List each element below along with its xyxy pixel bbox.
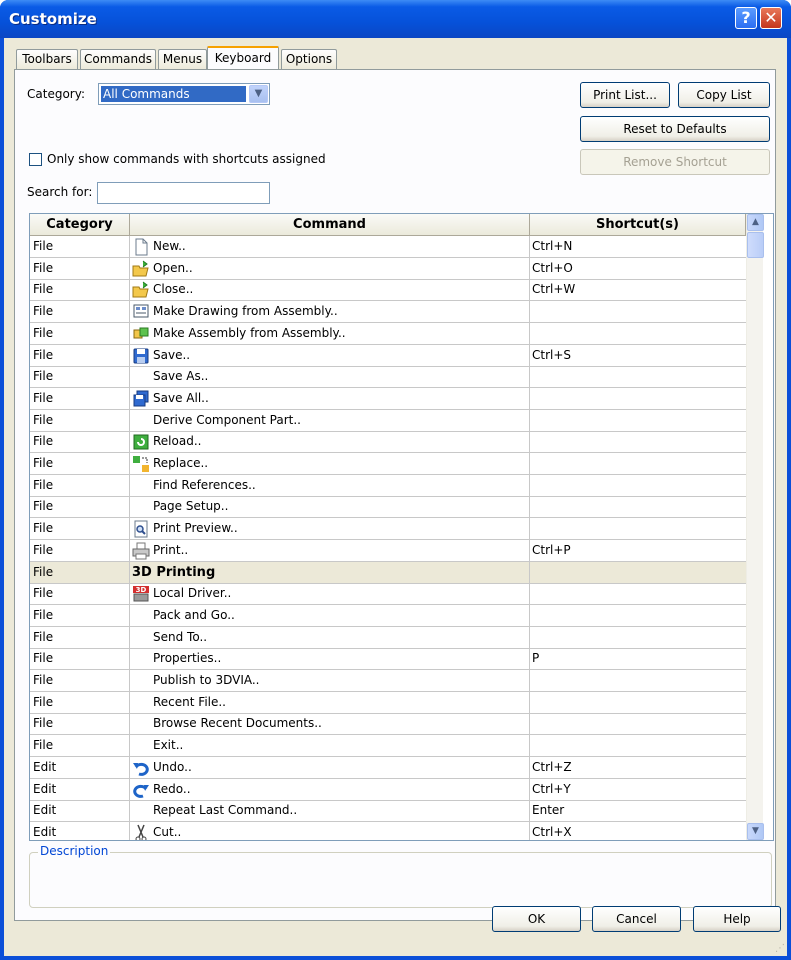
table-row[interactable] xyxy=(30,410,747,432)
cell-category: File xyxy=(30,496,130,517)
command-label: Redo.. xyxy=(153,781,191,796)
title-bar[interactable] xyxy=(0,0,791,38)
cell-category: File xyxy=(30,692,130,713)
command-label: New.. xyxy=(153,239,186,253)
cell-command xyxy=(130,735,530,756)
remove-shortcut-button[interactable]: Remove Shortcut xyxy=(580,149,770,175)
cell-category: File xyxy=(30,735,130,756)
grid-header xyxy=(30,214,760,236)
cell-command xyxy=(130,496,530,517)
command-label: Make Drawing from Assembly.. xyxy=(153,304,338,319)
cell-category: File xyxy=(30,388,130,409)
cell-shortcut[interactable] xyxy=(530,713,747,734)
table-row[interactable] xyxy=(30,518,747,540)
cell-shortcut[interactable]: Ctrl+S xyxy=(532,347,572,362)
cell-category: File xyxy=(30,345,130,366)
cell-category: File xyxy=(30,301,130,322)
cell-command xyxy=(130,562,530,583)
cell-shortcut[interactable] xyxy=(530,453,747,474)
reload-icon xyxy=(132,433,150,451)
scroll-down-icon[interactable]: ▼ xyxy=(747,823,764,840)
table-row[interactable] xyxy=(30,713,747,735)
table-row[interactable] xyxy=(30,279,747,301)
cell-shortcut[interactable]: Ctrl+Z xyxy=(532,759,572,774)
save-all-icon xyxy=(132,390,150,408)
save-icon xyxy=(132,347,150,365)
table-row[interactable] xyxy=(30,735,747,757)
cell-command xyxy=(130,388,530,409)
3d-printer-icon xyxy=(132,585,150,603)
command-label: Page Setup.. xyxy=(153,499,229,514)
column-header-command[interactable]: Command xyxy=(130,214,530,236)
cell-command xyxy=(130,800,530,821)
cell-command xyxy=(130,345,530,366)
cell-category: File xyxy=(30,562,130,583)
only-shortcuts-label[interactable]: Only show commands with shortcuts assigned xyxy=(47,152,326,166)
cell-command xyxy=(130,713,530,734)
column-header-shortcut[interactable]: Shortcut(s) xyxy=(530,214,746,236)
cell-command xyxy=(130,323,530,344)
table-row[interactable] xyxy=(30,301,747,323)
table-row[interactable] xyxy=(30,496,747,518)
cell-command xyxy=(130,822,530,841)
cell-category: File xyxy=(30,279,130,300)
command-label: Find References.. xyxy=(153,477,256,492)
command-label: Repeat Last Command.. xyxy=(153,803,298,818)
cell-category: File xyxy=(30,475,130,496)
command-label: Properties.. xyxy=(153,651,222,666)
cell-category: File xyxy=(30,323,130,344)
table-row[interactable] xyxy=(30,822,747,841)
cell-command xyxy=(130,627,530,648)
cell-shortcut[interactable] xyxy=(530,605,747,626)
table-row[interactable] xyxy=(30,258,747,280)
cell-command xyxy=(130,301,530,322)
table-row[interactable] xyxy=(30,345,747,367)
cell-category: File xyxy=(30,627,130,648)
cell-command xyxy=(130,757,530,778)
table-row[interactable] xyxy=(30,453,747,475)
command-label: Print Preview.. xyxy=(153,521,238,536)
table-row[interactable] xyxy=(30,800,747,822)
copy-list-button[interactable]: Copy List xyxy=(678,82,770,108)
cell-category: File xyxy=(30,540,130,561)
cell-shortcut[interactable]: Ctrl+P xyxy=(532,542,571,557)
scroll-up-icon[interactable]: ▲ xyxy=(747,214,764,231)
cell-category: File xyxy=(30,713,130,734)
command-label: Save As.. xyxy=(153,369,209,384)
cell-shortcut[interactable] xyxy=(530,562,747,583)
command-label: Close.. xyxy=(153,282,194,297)
cell-shortcut[interactable]: Ctrl+Y xyxy=(532,781,571,796)
cell-shortcut[interactable]: P xyxy=(532,651,540,666)
scroll-thumb[interactable] xyxy=(747,232,764,258)
table-row[interactable] xyxy=(30,431,747,453)
cell-category: File xyxy=(30,518,130,539)
cell-category: File xyxy=(30,670,130,691)
cell-category: File xyxy=(30,453,130,474)
command-label: Make Assembly from Assembly.. xyxy=(153,325,346,340)
vertical-scrollbar[interactable] xyxy=(746,214,763,840)
close-folder-icon xyxy=(132,281,150,299)
command-label: Browse Recent Documents.. xyxy=(153,716,322,731)
cell-category: File xyxy=(30,583,130,604)
description-group xyxy=(29,844,772,908)
assembly-icon xyxy=(132,325,150,343)
table-row[interactable] xyxy=(30,605,747,627)
cell-shortcut[interactable] xyxy=(530,366,747,387)
drawing-icon xyxy=(132,303,150,321)
command-label: Cut.. xyxy=(153,824,182,839)
cell-command xyxy=(130,692,530,713)
redo-icon xyxy=(132,781,150,799)
command-label: Save.. xyxy=(153,347,191,362)
cell-category: File xyxy=(30,648,130,669)
cell-category: Edit xyxy=(30,757,130,778)
cell-shortcut[interactable]: Ctrl+X xyxy=(532,824,572,839)
command-label: Replace.. xyxy=(153,456,209,470)
table-row[interactable] xyxy=(30,366,747,388)
cell-command xyxy=(130,540,530,561)
cell-shortcut[interactable]: Enter xyxy=(532,803,565,818)
cell-category: Edit xyxy=(30,822,130,841)
category-select[interactable] xyxy=(98,83,270,105)
cell-command xyxy=(130,779,530,800)
cell-category: File xyxy=(30,410,130,431)
command-label: Exit.. xyxy=(153,738,184,753)
cell-shortcut[interactable] xyxy=(530,518,747,539)
undo-icon xyxy=(132,759,150,777)
table-row[interactable] xyxy=(30,648,747,670)
table-row[interactable] xyxy=(30,670,747,692)
ok-button[interactable]: OK xyxy=(492,906,581,932)
keyboard-panel xyxy=(14,69,776,921)
table-row[interactable] xyxy=(30,388,747,410)
cell-shortcut[interactable] xyxy=(530,301,747,322)
command-label: 3D Printing xyxy=(132,564,216,580)
cell-command xyxy=(130,258,530,279)
print-preview-icon xyxy=(132,520,150,538)
new-document-icon xyxy=(132,238,150,256)
close-icon[interactable]: ✕ xyxy=(760,7,782,29)
command-label: Pack and Go.. xyxy=(153,607,235,622)
cell-command xyxy=(130,410,530,431)
cell-command xyxy=(130,475,530,496)
command-label: Derive Component Part.. xyxy=(153,412,301,427)
cell-command xyxy=(130,648,530,669)
command-label: Publish to 3DVIA.. xyxy=(153,673,260,687)
tab-toolbars[interactable]: Toolbars xyxy=(16,49,78,70)
cell-command xyxy=(130,279,530,300)
cell-category: File xyxy=(30,366,130,387)
only-shortcuts-checkbox[interactable] xyxy=(29,153,42,166)
cell-shortcut[interactable]: Ctrl+W xyxy=(532,282,576,297)
table-row[interactable] xyxy=(30,692,747,714)
cell-shortcut[interactable] xyxy=(530,388,747,409)
cell-category: File xyxy=(30,431,130,452)
cell-shortcut[interactable]: Ctrl+O xyxy=(532,260,573,275)
description-label: Description xyxy=(40,844,109,858)
tab-menus[interactable]: Menus xyxy=(158,49,207,70)
table-row[interactable] xyxy=(30,236,747,258)
table-row[interactable] xyxy=(30,475,747,497)
cell-shortcut[interactable] xyxy=(530,627,747,648)
window-title: Customize xyxy=(9,10,97,28)
cell-category: File xyxy=(30,258,130,279)
cell-shortcut[interactable] xyxy=(530,410,747,431)
cell-category: File xyxy=(30,605,130,626)
cell-shortcut[interactable] xyxy=(530,583,747,604)
table-row[interactable] xyxy=(30,779,747,801)
cell-shortcut[interactable] xyxy=(530,735,747,756)
cell-command xyxy=(130,518,530,539)
command-label: Print.. xyxy=(153,542,189,557)
command-label: Save All.. xyxy=(153,390,209,405)
tab-options[interactable]: Options xyxy=(281,49,337,70)
cell-command xyxy=(130,236,530,257)
cell-shortcut[interactable] xyxy=(530,692,747,713)
command-label: Open.. xyxy=(153,260,193,275)
cell-command xyxy=(130,431,530,452)
chevron-down-icon[interactable]: ▼ xyxy=(249,85,268,103)
help-button[interactable]: Help xyxy=(693,906,781,932)
replace-icon xyxy=(132,455,150,473)
command-label: Undo.. xyxy=(153,759,192,774)
cell-command xyxy=(130,366,530,387)
cell-shortcut[interactable] xyxy=(530,496,747,517)
command-label: Reload.. xyxy=(153,434,202,449)
svg-text:3D: 3D xyxy=(135,586,147,595)
cell-command xyxy=(130,670,530,691)
table-row[interactable] xyxy=(30,583,747,605)
section-row[interactable] xyxy=(30,562,747,584)
command-label: Send To.. xyxy=(153,629,208,644)
cell-command xyxy=(130,583,530,604)
cell-shortcut[interactable] xyxy=(530,670,747,691)
cell-category: Edit xyxy=(30,779,130,800)
cell-command xyxy=(130,453,530,474)
tab-keyboard[interactable]: Keyboard xyxy=(207,46,279,70)
table-row[interactable] xyxy=(30,323,747,345)
category-selected-value: All Commands xyxy=(101,86,246,102)
open-folder-icon xyxy=(132,260,150,278)
cell-shortcut[interactable]: Ctrl+N xyxy=(532,239,573,253)
help-icon[interactable]: ? xyxy=(735,7,757,29)
cell-command xyxy=(130,605,530,626)
table-row[interactable] xyxy=(30,757,747,779)
table-row[interactable] xyxy=(30,540,747,562)
cell-shortcut[interactable] xyxy=(530,475,747,496)
table-row[interactable] xyxy=(30,627,747,649)
dialog-body xyxy=(4,38,787,956)
resize-grip-icon[interactable]: ⋰ xyxy=(775,943,785,954)
tab-commands[interactable]: Commands xyxy=(80,49,156,70)
print-list-button[interactable]: Print List... xyxy=(580,82,670,108)
printer-icon xyxy=(132,542,150,560)
cancel-button[interactable]: Cancel xyxy=(592,906,681,932)
column-header-category[interactable]: Category xyxy=(30,214,130,236)
command-label: Recent File.. xyxy=(153,694,226,709)
cell-shortcut[interactable] xyxy=(530,323,747,344)
cell-category: Edit xyxy=(30,800,130,821)
reset-defaults-button[interactable]: Reset to Defaults xyxy=(580,116,770,142)
category-label: Category: xyxy=(27,87,85,101)
search-label: Search for: xyxy=(27,185,93,199)
cell-shortcut[interactable] xyxy=(530,431,747,452)
shortcut-grid xyxy=(29,213,774,841)
search-input[interactable] xyxy=(97,182,270,204)
command-label: Local Driver.. xyxy=(153,586,232,601)
cut-icon xyxy=(132,824,150,841)
cell-category: File xyxy=(30,236,130,257)
